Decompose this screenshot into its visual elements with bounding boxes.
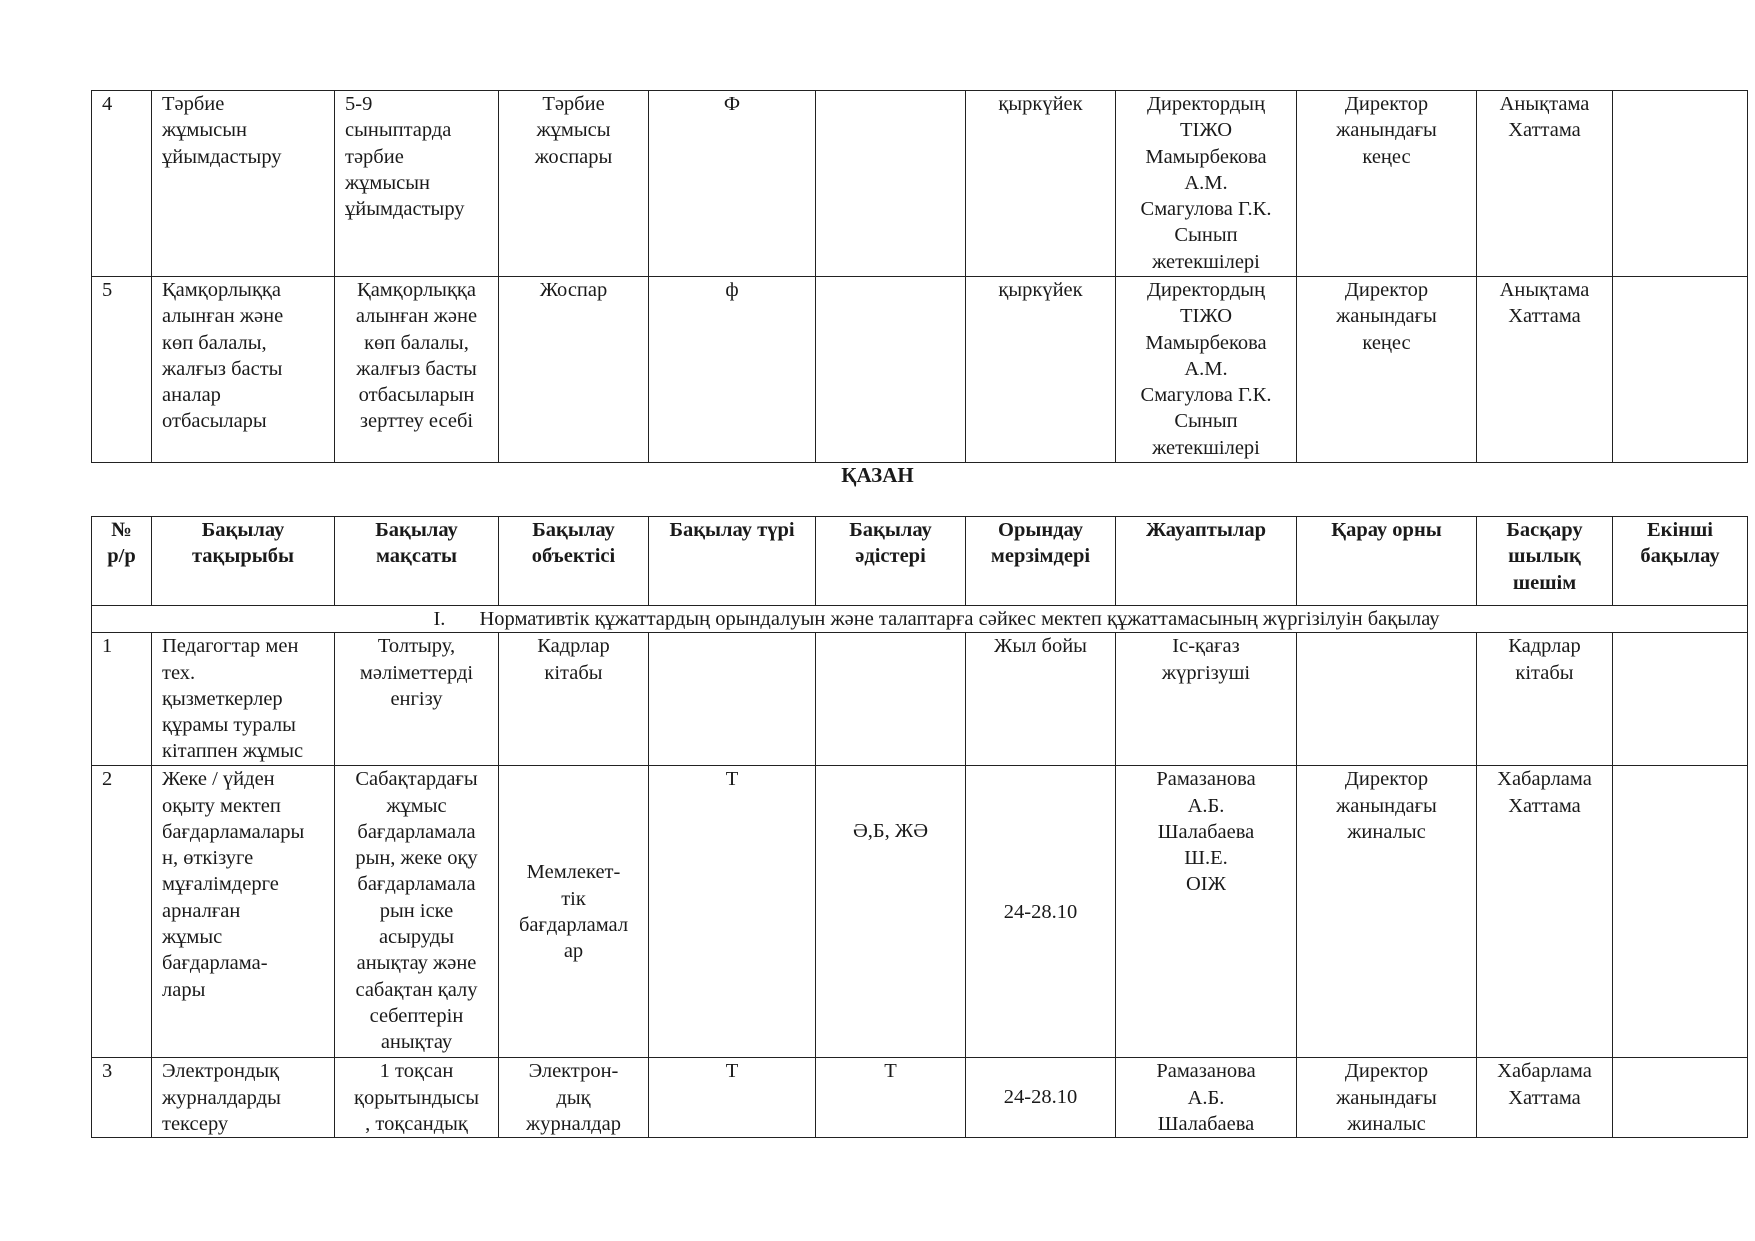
header-goal: Бақылау мақсаты bbox=[335, 517, 499, 606]
control-type: ф bbox=[649, 277, 816, 463]
control-type bbox=[649, 633, 816, 766]
row-number: 2 bbox=[92, 766, 152, 1058]
september-plan-table bbox=[91, 90, 1748, 463]
header-deadline: Орындау мерзімдері bbox=[966, 517, 1116, 606]
header-method: Бақылау әдістері bbox=[816, 517, 966, 606]
deadline: Жыл бойы bbox=[966, 633, 1116, 766]
responsible: Іс-қағаз жүргізуші bbox=[1116, 633, 1297, 766]
month-heading: ҚАЗАН bbox=[841, 463, 914, 487]
october-plan-table bbox=[91, 516, 1748, 1138]
header-number: № р/р bbox=[92, 517, 152, 606]
table-row bbox=[92, 766, 1748, 1058]
review-place: Директор жанындағы жиналыс bbox=[1297, 766, 1477, 1058]
row-number: 5 bbox=[92, 277, 152, 463]
responsible: Директордың ТІЖО Мамырбекова А.М. Смагулова Г.К. Сынып жетекшілері bbox=[1116, 277, 1297, 463]
header-second-control: Екінші бақылау bbox=[1613, 517, 1748, 606]
responsible: Рамазанова А.Б. Шалабаева Ш.Е. ОІЖ bbox=[1116, 766, 1297, 1058]
control-object: Жоспар bbox=[499, 277, 649, 463]
section-title: Нормативтік құжаттардың орындалуын және талаптарға сәйкес мектеп құжаттамасының жүргізілуін бақылау bbox=[479, 608, 1440, 630]
deadline: 24-28.10 bbox=[966, 1058, 1116, 1138]
control-object: Мемлекет- тік бағдарламал ар bbox=[499, 766, 649, 1058]
second-control bbox=[1613, 277, 1748, 463]
table-row bbox=[92, 1058, 1748, 1138]
second-control bbox=[1613, 1058, 1748, 1138]
control-topic: Электрондық журналдарды тексеру bbox=[152, 1058, 335, 1138]
row-number: 1 bbox=[92, 633, 152, 766]
review-place: Директор жанындағы кеңес bbox=[1297, 91, 1477, 277]
review-place: Директор жанындағы жиналыс bbox=[1297, 1058, 1477, 1138]
row-number: 3 bbox=[92, 1058, 152, 1138]
control-method bbox=[816, 91, 966, 277]
header-type: Бақылау түрі bbox=[649, 517, 816, 606]
deadline: 24-28.10 bbox=[966, 766, 1116, 1058]
management-decision: Хабарлама Хаттама bbox=[1477, 766, 1613, 1058]
table-row bbox=[92, 91, 1748, 277]
control-method bbox=[816, 277, 966, 463]
header-place: Қарау орны bbox=[1297, 517, 1477, 606]
responsible: Рамазанова А.Б. Шалабаева bbox=[1116, 1058, 1297, 1138]
header-decision: Басқару шылық шешім bbox=[1477, 517, 1613, 606]
control-goal: 5-9 сыныптарда тәрбие жұмысын ұйымдастыру bbox=[335, 91, 499, 277]
control-method bbox=[816, 633, 966, 766]
control-type: Ф bbox=[649, 91, 816, 277]
second-control bbox=[1613, 766, 1748, 1058]
control-topic: Жеке / үйден оқыту мектеп бағдарламалары н, өткізуге мұғалімдерге арналған жұмыс бағдарлама- лары bbox=[152, 766, 335, 1058]
section-heading-row bbox=[92, 606, 1748, 633]
control-topic: Тәрбие жұмысын ұйымдастыру bbox=[152, 91, 335, 277]
deadline: қыркүйек bbox=[966, 91, 1116, 277]
management-decision: Кадрлар кітабы bbox=[1477, 633, 1613, 766]
control-topic: Педагогтар мен тех. қызметкерлер құрамы туралы кітаппен жұмыс bbox=[152, 633, 335, 766]
table-row bbox=[92, 277, 1748, 463]
responsible: Директордың ТІЖО Мамырбекова А.М. Смагулова Г.К. Сынып жетекшілері bbox=[1116, 91, 1297, 277]
control-object: Электрон- дық журналдар bbox=[499, 1058, 649, 1138]
header-object: Бақылау объектісі bbox=[499, 517, 649, 606]
control-goal: Толтыру, мәліметтерді енгізу bbox=[335, 633, 499, 766]
control-method: Ә,Б, ЖӘ bbox=[816, 766, 966, 1058]
control-goal: Қамқорлыққа алынған және көп балалы, жалғыз басты отбасыларын зерттеу есебі bbox=[335, 277, 499, 463]
header-responsible: Жауаптылар bbox=[1116, 517, 1297, 606]
control-goal: 1 тоқсан қорытындысы , тоқсандық bbox=[335, 1058, 499, 1138]
second-control bbox=[1613, 91, 1748, 277]
review-place: Директор жанындағы кеңес bbox=[1297, 277, 1477, 463]
control-method: Т bbox=[816, 1058, 966, 1138]
control-goal: Сабақтардағы жұмыс бағдарламала рын, жеке оқу бағдарламала рын іске асыруды анықтау және сабақтан қалу себептерін анықтау bbox=[335, 766, 499, 1058]
deadline: қыркүйек bbox=[966, 277, 1116, 463]
management-decision: Анықтама Хаттама bbox=[1477, 91, 1613, 277]
table-row bbox=[92, 633, 1748, 766]
control-type: Т bbox=[649, 1058, 816, 1138]
table-header-row bbox=[92, 517, 1748, 606]
section-number: I. bbox=[433, 608, 446, 630]
review-place bbox=[1297, 633, 1477, 766]
header-topic: Бақылау тақырыбы bbox=[152, 517, 335, 606]
management-decision: Анықтама Хаттама bbox=[1477, 277, 1613, 463]
second-control bbox=[1613, 633, 1748, 766]
control-topic: Қамқорлыққа алынған және көп балалы, жалғыз басты аналар отбасылары bbox=[152, 277, 335, 463]
control-object: Кадрлар кітабы bbox=[499, 633, 649, 766]
management-decision: Хабарлама Хаттама bbox=[1477, 1058, 1613, 1138]
control-type: Т bbox=[649, 766, 816, 1058]
section-heading bbox=[92, 606, 1748, 633]
row-number: 4 bbox=[92, 91, 152, 277]
control-object: Тәрбие жұмысы жоспары bbox=[499, 91, 649, 277]
